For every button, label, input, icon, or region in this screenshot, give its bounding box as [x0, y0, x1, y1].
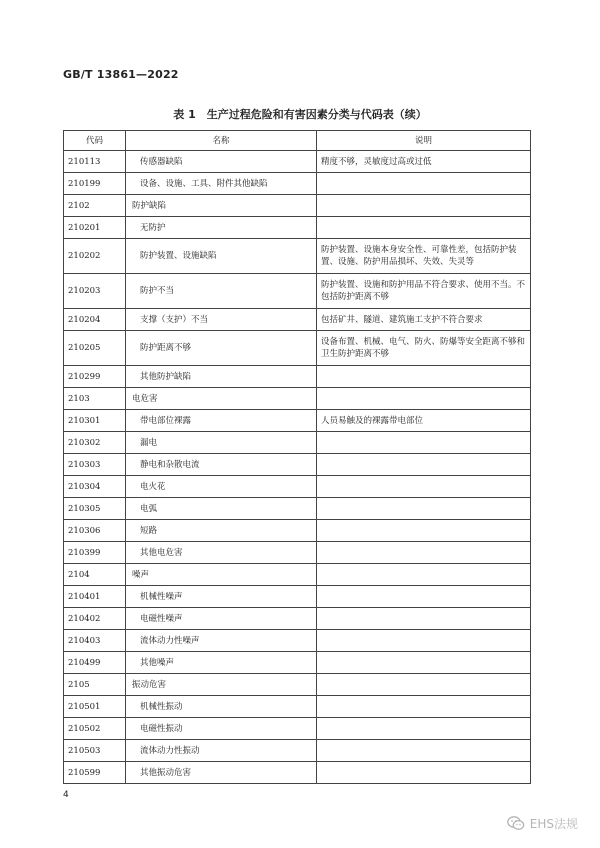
cell-description — [317, 608, 531, 630]
cell-description — [317, 652, 531, 674]
cell-description — [317, 217, 531, 239]
table-row — [64, 274, 531, 309]
cell-description — [317, 366, 531, 388]
cell-code: 210306 — [64, 520, 126, 542]
cell-description — [317, 173, 531, 195]
cell-name: 电磁性振动 — [126, 718, 317, 740]
column-header-desc: 说明 — [317, 131, 531, 151]
table-row — [64, 309, 531, 331]
cell-code: 210199 — [64, 173, 126, 195]
cell-description: 精度不够，灵敏度过高或过低 — [317, 151, 531, 173]
cell-name: 漏电 — [126, 432, 317, 454]
table-row — [64, 652, 531, 674]
table-row — [64, 542, 531, 564]
column-header-name: 名称 — [126, 131, 317, 151]
cell-code: 210304 — [64, 476, 126, 498]
table-header-row — [64, 131, 531, 151]
cell-code: 210499 — [64, 652, 126, 674]
cell-description — [317, 476, 531, 498]
cell-code: 210205 — [64, 331, 126, 366]
cell-name: 设备、设施、工具、附件其他缺陷 — [126, 173, 317, 195]
cell-code: 210204 — [64, 309, 126, 331]
cell-description: 防护装置、设施本身安全性、可靠性差，包括防护装置、设施、防护用品损坏、失效、失灵等 — [317, 239, 531, 274]
cell-description — [317, 630, 531, 652]
table-row — [64, 674, 531, 696]
cell-code: 210303 — [64, 454, 126, 476]
watermark — [507, 815, 578, 832]
standard-code: GB/T 13861—2022 — [63, 68, 179, 81]
table-row — [64, 432, 531, 454]
cell-code: 210599 — [64, 762, 126, 784]
table-row — [64, 217, 531, 239]
cell-code: 2105 — [64, 674, 126, 696]
cell-name: 无防护 — [126, 217, 317, 239]
cell-description — [317, 388, 531, 410]
page-number: 4 — [63, 790, 69, 800]
cell-name: 流体动力性噪声 — [126, 630, 317, 652]
table-row — [64, 195, 531, 217]
cell-code: 210305 — [64, 498, 126, 520]
table-row — [64, 762, 531, 784]
cell-code: 210202 — [64, 239, 126, 274]
table-row — [64, 476, 531, 498]
cell-code: 210113 — [64, 151, 126, 173]
cell-name: 防护缺陷 — [126, 195, 317, 217]
column-header-code: 代码 — [64, 131, 126, 151]
cell-name: 防护装置、设施缺陷 — [126, 239, 317, 274]
table-row — [64, 366, 531, 388]
table-row — [64, 520, 531, 542]
table-row — [64, 151, 531, 173]
cell-name: 噪声 — [126, 564, 317, 586]
cell-code: 210401 — [64, 586, 126, 608]
cell-code: 210301 — [64, 410, 126, 432]
cell-name: 静电和杂散电流 — [126, 454, 317, 476]
cell-name: 防护不当 — [126, 274, 317, 309]
table-body — [64, 151, 531, 784]
table-row — [64, 718, 531, 740]
cell-description — [317, 498, 531, 520]
cell-description — [317, 740, 531, 762]
table-row — [64, 173, 531, 195]
cell-description — [317, 195, 531, 217]
cell-code: 210299 — [64, 366, 126, 388]
cell-description — [317, 542, 531, 564]
cell-code: 210201 — [64, 217, 126, 239]
cell-code: 2103 — [64, 388, 126, 410]
cell-name: 其他电危害 — [126, 542, 317, 564]
cell-description — [317, 564, 531, 586]
cell-code: 210302 — [64, 432, 126, 454]
hazard-classification-table — [63, 130, 531, 784]
table-row — [64, 740, 531, 762]
table-row — [64, 239, 531, 274]
cell-description: 包括矿井、隧道、建筑施工支护不符合要求 — [317, 309, 531, 331]
table-title: 表 1 生产过程危险和有害因素分类与代码表（续） — [173, 108, 427, 121]
cell-description: 人员易触及的裸露带电部位 — [317, 410, 531, 432]
cell-description — [317, 762, 531, 784]
cell-description — [317, 696, 531, 718]
table-row — [64, 564, 531, 586]
wechat-icon — [507, 816, 525, 831]
cell-description — [317, 454, 531, 476]
table-row — [64, 696, 531, 718]
cell-name: 其他噪声 — [126, 652, 317, 674]
cell-description: 设备布置、机械、电气、防火、防爆等安全距离不够和卫生防护距离不够 — [317, 331, 531, 366]
cell-name: 其他振动危害 — [126, 762, 317, 784]
cell-code: 2104 — [64, 564, 126, 586]
cell-name: 其他防护缺陷 — [126, 366, 317, 388]
cell-description — [317, 432, 531, 454]
cell-description — [317, 674, 531, 696]
table-row — [64, 586, 531, 608]
cell-description: 防护装置、设施和防护用品不符合要求、使用不当。不包括防护距离不够 — [317, 274, 531, 309]
cell-code: 210501 — [64, 696, 126, 718]
table-row — [64, 498, 531, 520]
cell-code: 210402 — [64, 608, 126, 630]
cell-name: 防护距离不够 — [126, 331, 317, 366]
table-row — [64, 388, 531, 410]
cell-name: 电火花 — [126, 476, 317, 498]
cell-name: 振动危害 — [126, 674, 317, 696]
cell-code: 210502 — [64, 718, 126, 740]
cell-name: 短路 — [126, 520, 317, 542]
cell-code: 210399 — [64, 542, 126, 564]
cell-description — [317, 586, 531, 608]
cell-code: 210403 — [64, 630, 126, 652]
cell-name: 电磁性噪声 — [126, 608, 317, 630]
cell-description — [317, 520, 531, 542]
cell-name: 传感器缺陷 — [126, 151, 317, 173]
cell-code: 210503 — [64, 740, 126, 762]
cell-code: 210203 — [64, 274, 126, 309]
cell-code: 2102 — [64, 195, 126, 217]
cell-name: 电危害 — [126, 388, 317, 410]
cell-name: 流体动力性振动 — [126, 740, 317, 762]
watermark-text: EHS法规 — [529, 817, 578, 831]
cell-name: 机械性噪声 — [126, 586, 317, 608]
cell-name: 带电部位裸露 — [126, 410, 317, 432]
table-row — [64, 331, 531, 366]
cell-description — [317, 718, 531, 740]
table-row — [64, 454, 531, 476]
table-row — [64, 630, 531, 652]
table-row — [64, 410, 531, 432]
table-row — [64, 608, 531, 630]
cell-name: 电弧 — [126, 498, 317, 520]
cell-name: 支撑（支护）不当 — [126, 309, 317, 331]
cell-name: 机械性振动 — [126, 696, 317, 718]
